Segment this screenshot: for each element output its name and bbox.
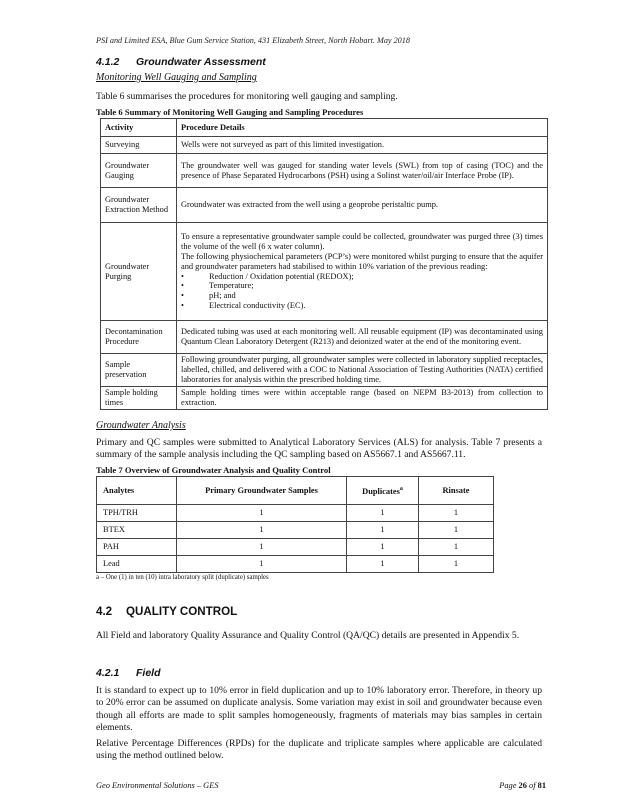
analyte-cell: TPH/TRH <box>97 505 177 522</box>
table-row <box>97 539 494 556</box>
section-4-1-2-heading <box>96 56 266 68</box>
purging-text-2: The following physiochemical parameters (PCP’s) were monitored whilst purging to ensure that the aquifer and groundwater parameters had stabilised to within 10% variation of the previous reading: <box>181 251 543 271</box>
bullet-icon: • <box>181 300 184 310</box>
column-header-activity: Activity <box>101 119 177 137</box>
activity-cell: Decontamination Procedure <box>101 321 177 354</box>
details-cell: The groundwater well was gauged for standing water levels (SWL) from top of casing (TOC) and the presence of Phase Separated Hydrocarbons (PSH) using a Solinst water/oil/air Interface Probe (IP). <box>177 154 548 188</box>
subheading-groundwater-analysis: Groundwater Analysis <box>96 420 186 431</box>
bullet-item <box>181 291 543 301</box>
value-cell: 1 <box>177 505 347 522</box>
footer-company: Geo Environmental Solutions – GES <box>96 781 219 790</box>
table-row <box>97 505 494 522</box>
value-cell: 1 <box>177 539 347 556</box>
bullet-text: Reduction / Oxidation potential (REDOX); <box>209 271 354 281</box>
table-row <box>101 137 548 154</box>
column-header-rinsate: Rinsate <box>419 477 494 505</box>
details-cell <box>177 223 548 321</box>
table7-footnote: a – One (1) in ten (10) intra laboratory split (duplicate) samples <box>96 574 269 581</box>
paragraph-rpd: Relative Percentage Differences (RPDs) for the duplicate and triplicate samples where applicable are calculated using the method outlined below. <box>96 738 542 762</box>
value-cell: 1 <box>419 505 494 522</box>
page-number <box>499 781 546 790</box>
activity-cell: Groundwater Extraction Method <box>101 188 177 223</box>
analyte-cell: PAH <box>97 539 177 556</box>
section-number: 4.2 <box>96 605 113 618</box>
section-title: QUALITY CONTROL <box>126 605 238 618</box>
table7-analysis <box>96 476 494 573</box>
table-row <box>101 387 548 410</box>
activity-cell: Sample holding times <box>101 387 177 410</box>
table-row <box>101 223 548 321</box>
duplicates-label: Duplicates <box>362 486 400 496</box>
value-cell: 1 <box>347 539 419 556</box>
table6-caption: Table 6 Summary of Monitoring Well Gauging and Sampling Procedures <box>96 107 364 117</box>
bullet-item <box>181 281 543 291</box>
bullet-icon: • <box>181 281 184 291</box>
table-row <box>101 154 548 188</box>
table-row <box>101 321 548 354</box>
running-header: PSI and Limited ESA, Blue Gum Service Station, 431 Elizabeth Street, North Hobart. May 2018 <box>96 36 410 45</box>
paragraph-table7-intro: Primary and QC samples were submitted to Analytical Laboratory Services (ALS) for analysis. Table 7 presents a summary of the sample analysis including the QC sampling based on AS5667.1 and AS5667.11. <box>96 437 542 461</box>
table-header-row <box>97 477 494 505</box>
table7-caption: Table 7 Overview of Groundwater Analysis and Quality Control <box>96 465 331 475</box>
analyte-cell: BTEX <box>97 522 177 539</box>
column-header-analytes: Analytes <box>97 477 177 505</box>
page-footer <box>96 781 546 790</box>
bullet-item <box>181 301 543 311</box>
table-row <box>97 522 494 539</box>
activity-cell: Sample preservation <box>101 354 177 387</box>
value-cell: 1 <box>177 522 347 539</box>
bullet-text: Electrical conductivity (EC). <box>209 300 306 310</box>
activity-cell: Groundwater Purging <box>101 223 177 321</box>
bullet-icon: • <box>181 271 184 281</box>
current-page: 26 <box>518 781 527 790</box>
value-cell: 1 <box>347 505 419 522</box>
table-row <box>101 188 548 223</box>
table-row <box>101 354 548 387</box>
section-4-2-heading <box>96 605 237 618</box>
value-cell: 1 <box>347 556 419 573</box>
section-4-2-1-heading <box>96 667 161 679</box>
details-cell: Groundwater was extracted from the well using a geoprobe peristaltic pump. <box>177 188 548 223</box>
section-number: 4.1.2 <box>96 56 120 68</box>
purging-text-1: To ensure a representative groundwater sample could be collected, groundwater was purged three (3) times the volume of the well (6 x water column). <box>181 232 543 252</box>
paragraph-qaqc: All Field and laboratory Quality Assurance and Quality Control (QA/QC) details are presented in Appendix 5. <box>96 630 520 641</box>
section-title: Groundwater Assessment <box>136 56 266 68</box>
subheading-monitoring-well: Monitoring Well Gauging and Sampling <box>96 72 257 83</box>
details-cell: Following groundwater purging, all groundwater samples were collected in laboratory supplied receptacles, labelled, chilled, and delivered with a COC to National Association of Testing Authorities (NATA) certified laboratories for analysis within the prescribed holding time. <box>177 354 548 387</box>
paragraph-table6-intro: Table 6 summarises the procedures for monitoring well gauging and sampling. <box>96 91 398 102</box>
analyte-cell: Lead <box>97 556 177 573</box>
value-cell: 1 <box>419 539 494 556</box>
section-title: Field <box>136 667 161 679</box>
table-header-row <box>101 119 548 137</box>
table-row <box>97 556 494 573</box>
page-label: Page <box>499 781 517 790</box>
bullet-icon: • <box>181 291 184 301</box>
bullet-item <box>181 272 543 282</box>
details-cell: Dedicated tubing was used at each monitoring well. All reusable equipment (IP) was decontaminated using Quantum Clean Laboratory Detergent (R213) and deionized water at the end of the monitoring event. <box>177 321 548 354</box>
value-cell: 1 <box>177 556 347 573</box>
total-pages: 81 <box>537 781 546 790</box>
details-cell: Sample holding times were within acceptable range (based on NEPM B3-2013) from collection to extraction. <box>177 387 548 410</box>
bullet-text: Temperature; <box>209 281 254 291</box>
paragraph-field-error: It is standard to expect up to 10% error in field duplication and up to 10% laboratory error. Therefore, in theory up to 20% error can be assumed on duplicate analysis. Some variation may exist in soil and groundwater because even though all efforts are made to split samples homogeneously, fragments of materials may bias samples in certain elements. <box>96 685 542 734</box>
value-cell: 1 <box>419 556 494 573</box>
value-cell: 1 <box>347 522 419 539</box>
footnote-marker: a <box>399 485 403 492</box>
column-header-duplicates <box>347 477 419 505</box>
of-label: of <box>529 781 536 790</box>
value-cell: 1 <box>419 522 494 539</box>
column-header-procedure: Procedure Details <box>177 119 548 137</box>
section-number: 4.2.1 <box>96 667 120 679</box>
table6-procedures <box>100 118 548 410</box>
activity-cell: Surveying <box>101 137 177 154</box>
bullet-text: pH; and <box>209 291 236 301</box>
details-cell: Wells were not surveyed as part of this limited investigation. <box>177 137 548 154</box>
activity-cell: Groundwater Gauging <box>101 154 177 188</box>
column-header-primary: Primary Groundwater Samples <box>177 477 347 505</box>
